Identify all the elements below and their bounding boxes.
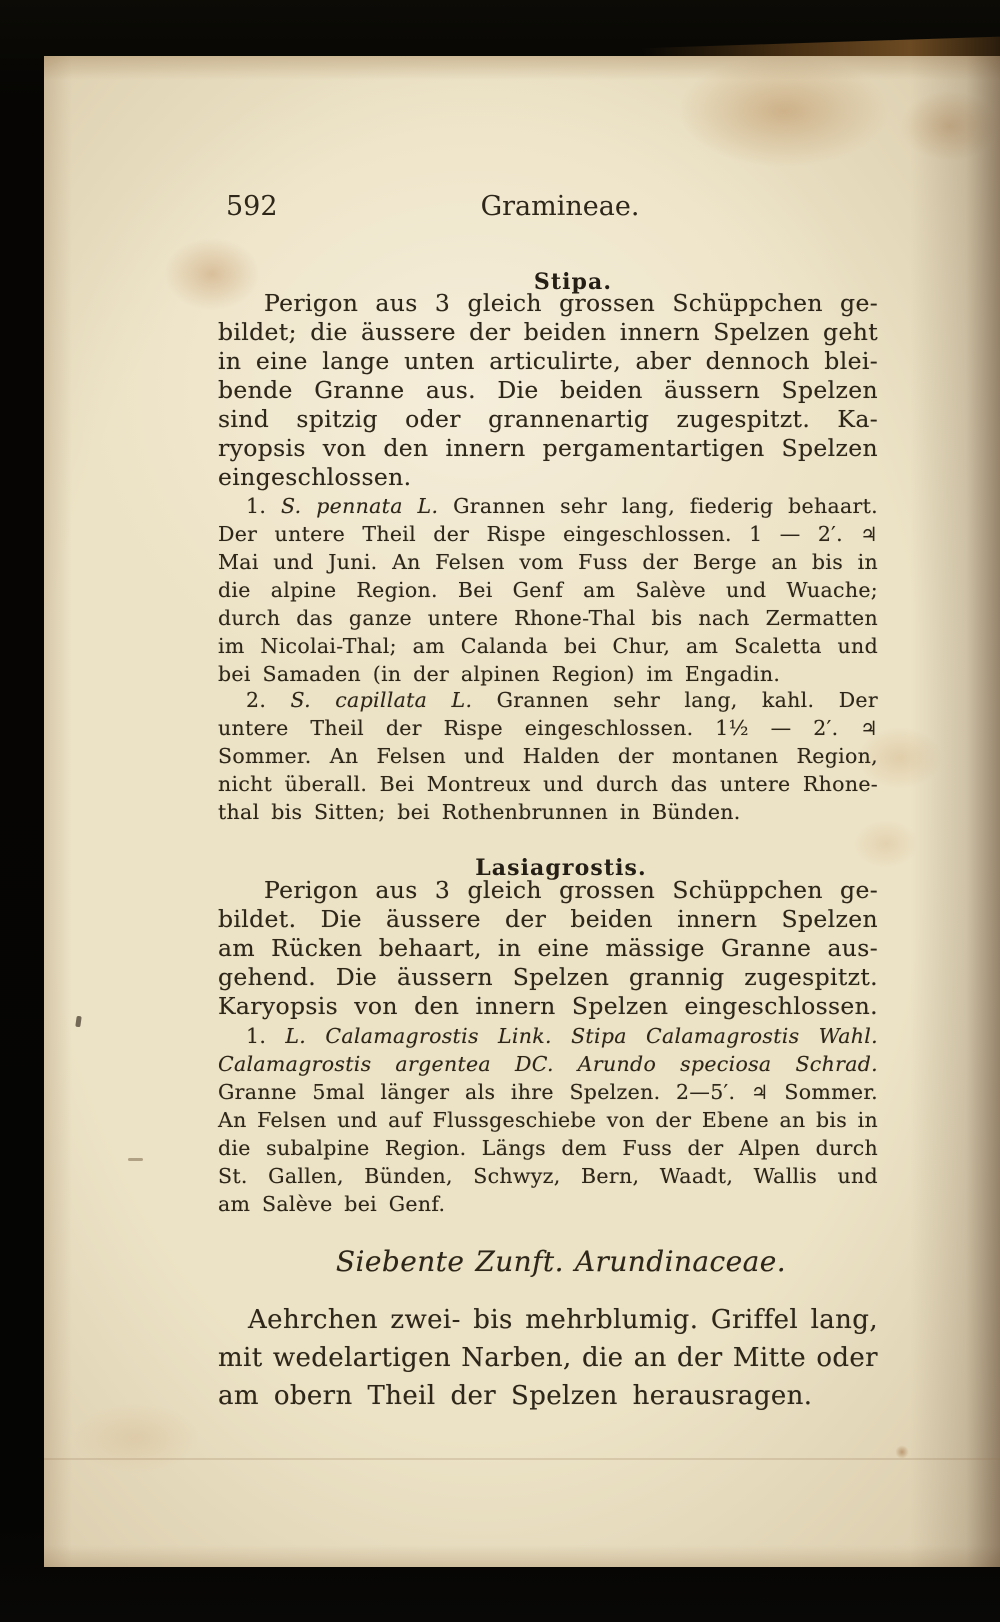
species-entry-lasiagrostis-calamagrostis [218, 1022, 878, 1218]
text-line: 2. S. capillata L. Grannen sehr lang, kahl. Der [246, 688, 878, 712]
text-line: am obern Theil der Spelzen herausragen. [218, 1381, 813, 1411]
text-line: gehend. Die äussern Spelzen grannig zugespitzt. [218, 963, 878, 991]
text-line: St. Gallen, Bünden, Schwyz, Bern, Waadt, Wallis und [218, 1164, 878, 1188]
text-line: die alpine Region. Bei Genf am Salève und Wuache; [218, 578, 878, 602]
text-line: 1. L. Calamagrostis Link. Stipa Calamagrostis Wahl. [246, 1024, 878, 1048]
text-line: Der untere Theil der Rispe eingeschlossen. 1 — 2′. ♃ [218, 522, 878, 546]
species-entry-stipa-capillata [218, 686, 878, 826]
text-line: durch das ganze untere Rhone-Thal bis nach Zermatten [218, 606, 878, 630]
stipa-genus-description [218, 289, 878, 492]
genus-heading-lasiagrostis: Lasiagrostis. [475, 855, 647, 882]
text-line: Siebente Zunft. Arundinaceae. [335, 1245, 787, 1278]
text-line: Calamagrostis argentea DC. Arundo speciosa Schrad. [218, 1052, 878, 1076]
text-line: ryopsis von den innern pergamentartigen Spelzen [218, 434, 878, 462]
text-line: eingeschlossen. [218, 463, 412, 491]
scan-artifact-dash [128, 1158, 143, 1161]
text-line: Perigon aus 3 gleich grossen Schüppchen ge- [264, 876, 878, 904]
text-line: 1. S. pennata L. Grannen sehr lang, fiederig behaart. [246, 494, 878, 518]
text-line: am Rücken behaart, in eine mässige Granne aus- [218, 934, 878, 962]
text-column [218, 56, 878, 1567]
text-line: die subalpine Region. Längs dem Fuss der Alpen durch [218, 1136, 878, 1160]
text-line: thal bis Sitten; bei Rothenbrunnen in Bünden. [218, 800, 741, 824]
text-line: nicht überall. Bei Montreux und durch das untere Rhone- [218, 772, 878, 796]
text-line: Mai und Juni. An Felsen vom Fuss der Berge an bis in [218, 550, 878, 574]
text-line: am Salève bei Genf. [218, 1192, 446, 1216]
text-line: Karyopsis von den innern Spelzen eingeschlossen. [218, 992, 878, 1020]
text-line: Granne 5mal länger als ihre Spelzen. 2—5′. ♃ Sommer. [218, 1080, 878, 1104]
text-line: bende Granne aus. Die beiden äussern Spelzen [218, 376, 878, 404]
text-line: Sommer. An Felsen und Halden der montanen Region, [218, 744, 878, 768]
tribe-description [218, 1301, 878, 1415]
page-header [218, 190, 878, 224]
lasiagrostis-genus-description [218, 876, 878, 1021]
species-entry-stipa-pennata [218, 492, 878, 688]
text-line: Aehrchen zwei- bis mehrblumig. Griffel lang, [248, 1305, 878, 1335]
page-number: 592 [226, 191, 278, 222]
text-line: sind spitzig oder grannenartig zugespitzt. Ka- [218, 405, 878, 433]
running-title: Gramineae. [480, 191, 640, 222]
text-line: bei Samaden (in der alpinen Region) im Engadin. [218, 662, 781, 686]
paper-page [44, 56, 1000, 1567]
text-line: An Felsen und auf Flussgeschiebe von der Ebene an bis in [218, 1108, 878, 1132]
text-line: bildet; die äussere der beiden innern Spelzen geht [218, 318, 878, 346]
scan-artifact-speck [75, 1016, 81, 1028]
tribe-heading [218, 1242, 878, 1282]
text-line: bildet. Die äussere der beiden innern Spelzen [218, 905, 878, 933]
text-line: im Nicolai-Thal; am Calanda bei Chur, am Scaletta und [218, 634, 878, 658]
text-line: untere Theil der Rispe eingeschlossen. 1½ — 2′. ♃ [218, 716, 878, 740]
text-line: in eine lange unten articulirte, aber dennoch blei- [218, 347, 878, 375]
genus-heading-stipa: Stipa. [533, 269, 613, 296]
text-line: mit wedelartigen Narben, die an der Mitte oder [218, 1343, 878, 1373]
text-line: Perigon aus 3 gleich grossen Schüppchen ge- [264, 289, 878, 317]
